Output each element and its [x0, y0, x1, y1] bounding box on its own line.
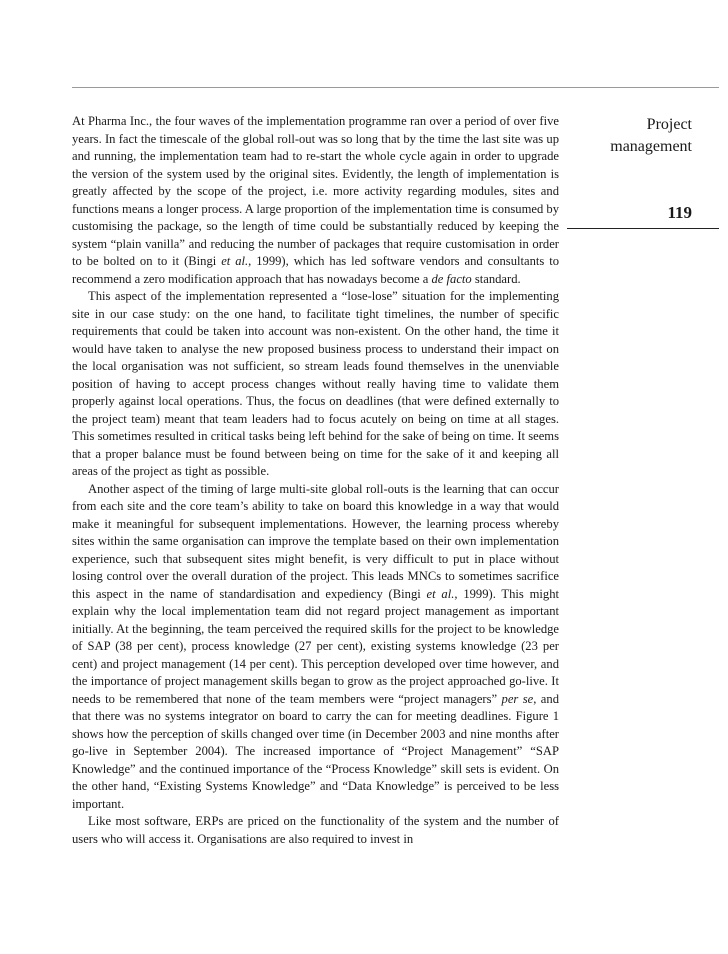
- page-number-rule: [567, 228, 719, 229]
- italic-run: et al.: [426, 586, 455, 601]
- running-head-line: Project: [646, 116, 692, 133]
- text-run: Another aspect of the timing of large multi-site global roll-outs is the learning that can occur from each site and the core team’s ability to take on board this knowledge in a way that would make it meaningful for subsequent implementations. However, the learning process whereby sites within the same organisation can improve the template based on their own implementation experience, such that subsequent sites might benefit, is very difficult to put in place without losing control over the overall duration of the project. This leads MNCs to sometimes sacrifice this aspect in the name of standardisation and expediency (Bingi: [72, 481, 559, 601]
- text-run: Like most software, ERPs are priced on the functionality of the system and the number of users who will access it. Organisations are also required to invest in: [72, 814, 559, 846]
- body-text: [72, 113, 559, 848]
- page-number: 119: [667, 203, 692, 222]
- text-run: This aspect of the implementation represented a “lose-lose” situation for the implementing site in our case study: on the one hand, to facilitate tight timelines, the number of specific requirements that could be taken into account was non-existent. On the other hand, the time it would have taken to analyse the new proposed business process to understand their impact on the local organisation was not sufficient, so stream leads found themselves in the unenviable position of having to accept process changes without really having time to validate them properly against local operations. Thus, the focus on deadlines (that were defined externally to the project team) meant that team leaders had to focus acutely on being on time at all stages. This sometimes resulted in critical tasks being left behind for the sake of being on time. It seems that a proper balance must be found between being on time for the sake of it and keeping all areas of the project as tight as possible.: [72, 289, 559, 478]
- italic-run: et al.: [221, 254, 249, 268]
- italic-run: de facto: [431, 271, 472, 286]
- paragraph: [72, 288, 559, 481]
- text-run: , and that there was no systems integrator on board to carry the can for meeting deadlines. Figure 1 shows how the perception of skills changed over time (in December 2003 and nine months after go-live in September 2004). The increased importance of “Project Management” “SAP Knowledge” and the continued importance of the “Process Knowledge” skill sets is evident. On the other hand, “Existing Systems Knowledge” and “Data Knowledge” is perceived to be less important.: [72, 691, 559, 811]
- text-run: , 1999), which has led software vendors and consultants to recommend a zero modification approach that has nowadays become a: [72, 254, 559, 286]
- paragraph: [72, 813, 559, 848]
- text-run: standard.: [471, 271, 521, 286]
- text-run: At Pharma Inc., the four waves of the implementation programme ran over a period of over five years. In fact the timescale of the global roll-out was so long that by the time the last site was up and running, the implementation team had to re-start the whole cycle again in order to upgrade the version of the system used by the original sites. Evidently, the length of implementation is greatly affected by the scope of the project, i.e. more activity regarding modules, sites and functions means a longer process. A large proportion of the implementation time is consumed by customising the package, so the length of time could be substantially reduced by keeping the system “plain vanilla” and reducing the number of packages that require customisation in order to be bolted on to it (Bingi: [72, 114, 559, 268]
- italic-run: per se: [501, 691, 534, 706]
- paragraph: [72, 113, 559, 288]
- text-run: , 1999). This might explain why the local implementation team did not regard project management as important initially. At the beginning, the team perceived the required skills for the project to be knowledge of SAP (38 per cent), process knowledge (27 per cent), existing systems knowledge (23 per cent) and project management (14 per cent). This perception developed over time however, and the importance of project management skills began to grow as the project approached go-live. It needs to be remembered that none of the team members were “project managers”: [72, 586, 559, 706]
- running-head: [552, 114, 692, 158]
- paragraph: [72, 481, 559, 814]
- header-rule: [72, 87, 719, 88]
- running-head-line: management: [610, 138, 692, 155]
